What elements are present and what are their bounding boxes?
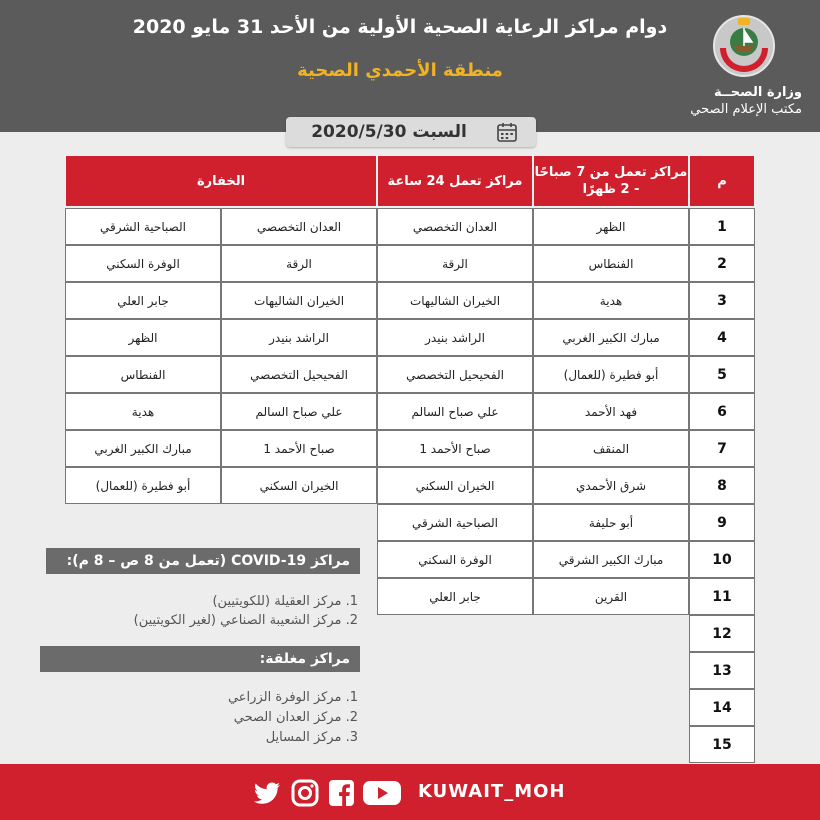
closed-centers-heading: مراكز مغلقة: [40,646,360,672]
table-cell: جابر العلي [65,282,221,319]
row-number: 4 [689,319,755,356]
facebook-icon[interactable] [326,779,356,807]
ministry-label: وزارة الصحــة [714,85,802,100]
table-cell: مبارك الكبير الغربي [533,319,689,356]
row-number: 5 [689,356,755,393]
list-item: 1. مركز العقيلة (للكويتيين) [212,594,358,609]
table-cell: القرين [533,578,689,615]
table-cell: مبارك الكبير الشرقي [533,541,689,578]
table-cell: الخيران الشاليهات [377,282,533,319]
list-item: 3. مركز المسايل [265,730,358,745]
table-cell: مبارك الكبير الغربي [65,430,221,467]
table-cell: الوفرة السكني [65,245,221,282]
header [0,0,820,132]
table-cell: الظهر [65,319,221,356]
row-number: 14 [689,689,755,726]
calendar-icon [496,121,518,143]
date-badge [286,117,536,147]
table-cell: الفحيحيل التخصصي [377,356,533,393]
header-morning: مراكز تعمل من 7 صباحًا - 2 ظهرًا [533,155,689,207]
table-cell: هدية [533,282,689,319]
table-cell: الصباحية الشرقي [377,504,533,541]
row-number: 8 [689,467,755,504]
table-cell: أبو فطيرة (للعمال) [533,356,689,393]
row-number: 6 [689,393,755,430]
row-number: 10 [689,541,755,578]
row-number: 15 [689,726,755,763]
twitter-icon[interactable] [252,779,282,807]
page-title: دوام مراكز الرعاية الصحية الأولية من الأحد 31 مايو 2020 [132,16,668,38]
table-cell: الفنطاس [533,245,689,282]
table-cell: الوفرة السكني [377,541,533,578]
table-cell: المنقف [533,430,689,467]
instagram-icon[interactable] [290,779,320,807]
table-cell: الرقة [221,245,377,282]
row-number: 1 [689,208,755,245]
table-cell: الراشد بنيدر [221,319,377,356]
table-cell: الفنطاس [65,356,221,393]
table-cell: شرق الأحمدي [533,467,689,504]
table-cell: الفحيحيل التخصصي [221,356,377,393]
table-cell: الخيران السكني [221,467,377,504]
table-cell: أبو حليفة [533,504,689,541]
footer [0,764,820,820]
row-number: 13 [689,652,755,689]
table-cell: الخيران السكني [377,467,533,504]
date-label: السبت 2020/5/30 [311,122,467,142]
youtube-icon[interactable] [362,779,402,807]
table-cell: فهد الأحمد [533,393,689,430]
table-cell: العدان التخصصي [221,208,377,245]
list-item: 1. مركز الوفرة الزراعي [227,690,358,705]
ministry-name [602,84,802,118]
row-number: 12 [689,615,755,652]
office-label: مكتب الإعلام الصحي [690,102,802,117]
table-cell: العدان التخصصي [377,208,533,245]
table-cell: صباح الأحمد 1 [221,430,377,467]
social-handle[interactable]: KUWAIT_MOH [418,781,566,802]
table-cell: صباح الأحمد 1 [377,430,533,467]
row-number: 2 [689,245,755,282]
table-cell: الراشد بنيدر [377,319,533,356]
row-number: 7 [689,430,755,467]
header-num: م [689,155,755,207]
row-number: 11 [689,578,755,615]
list-item: 2. مركز الشعيبة الصناعي (لغير الكويتيين) [133,613,358,628]
page-subtitle: منطقة الأحمدي الصحية [297,60,503,81]
header-standby: الخفارة [65,155,377,207]
table-cell: هدية [65,393,221,430]
table-cell: الظهر [533,208,689,245]
table-cell: علي صباح السالم [377,393,533,430]
table-cell: الصباحية الشرقي [65,208,221,245]
row-number: 3 [689,282,755,319]
ministry-emblem-icon [712,14,776,78]
covid-centers-heading: مراكز COVID-19 (تعمل من 8 ص – 8 م): [46,548,360,574]
table-cell: جابر العلي [377,578,533,615]
table-cell: الرقة [377,245,533,282]
header-24h: مراكز تعمل 24 ساعة [377,155,533,207]
table-cell: الخيران الشاليهات [221,282,377,319]
table-cell: علي صباح السالم [221,393,377,430]
table-cell: أبو فطيرة (للعمال) [65,467,221,504]
list-item: 2. مركز العدان الصحي [233,710,358,725]
row-number: 9 [689,504,755,541]
